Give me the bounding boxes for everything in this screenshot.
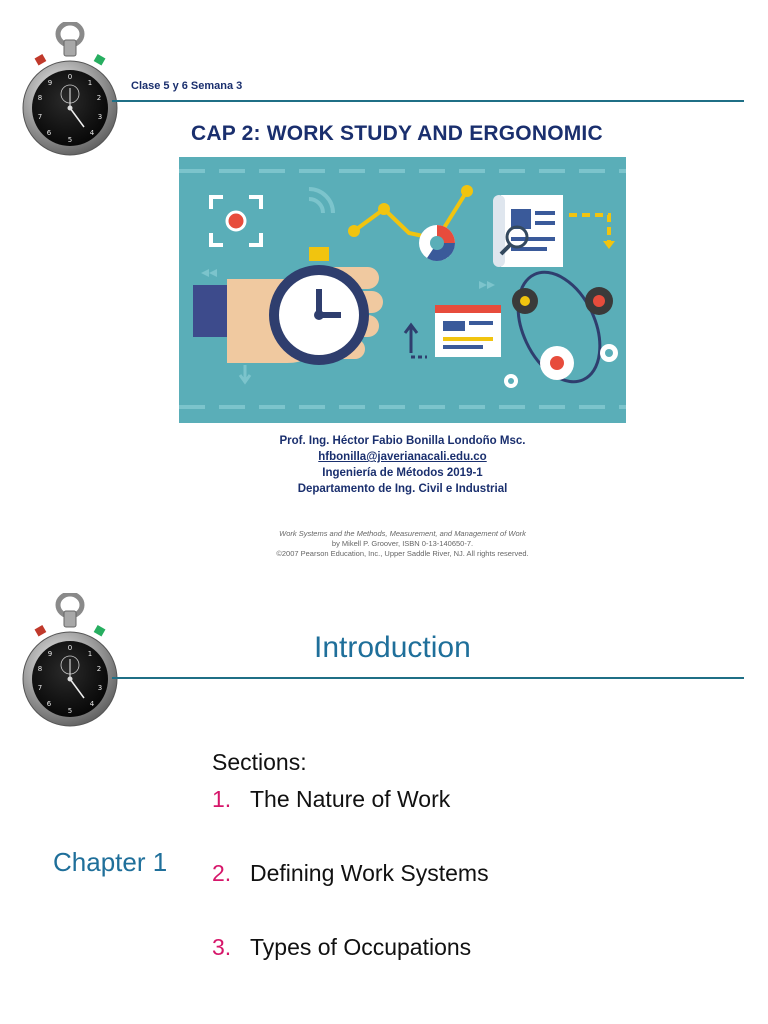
slide-title: CAP 2: WORK STUDY AND ERGONOMIC: [191, 122, 603, 145]
intro-rule: [112, 677, 744, 679]
chart-icon: [348, 185, 473, 261]
svg-text:0: 0: [67, 644, 73, 652]
sections-label: Sections:: [212, 749, 307, 775]
svg-text:2: 2: [96, 665, 102, 673]
stopwatch-icon: [22, 22, 118, 158]
list-item-number: 3.: [212, 934, 232, 960]
list-item-label: Defining Work Systems: [250, 860, 489, 886]
svg-text:5: 5: [67, 707, 73, 715]
department-name: Departamento de Ing. Civil e Industrial: [297, 483, 508, 495]
svg-text:1: 1: [87, 650, 93, 658]
svg-text:4: 4: [89, 129, 95, 137]
list-item-label: Types of Occupations: [250, 934, 472, 960]
gear-icon: [502, 259, 618, 395]
svg-text:2: 2: [96, 94, 102, 102]
hand-stopwatch-illustration: [179, 157, 626, 423]
list-item-label: The Nature of Work: [250, 786, 451, 812]
svg-text:6: 6: [46, 700, 52, 708]
list-item: [212, 786, 450, 813]
focus-target-icon: [211, 197, 261, 245]
svg-text:8: 8: [37, 665, 43, 673]
svg-text:0: 0: [67, 73, 73, 81]
course-name: Ingeniería de Métodos 2019-1: [322, 467, 483, 479]
list-item-number: 1.: [212, 786, 232, 812]
stopwatch-icon: [22, 593, 118, 729]
svg-text:4: 4: [89, 700, 95, 708]
svg-text:9: 9: [47, 650, 53, 658]
svg-text:7: 7: [37, 113, 43, 121]
chapter-label: Chapter 1: [53, 847, 168, 877]
svg-text:7: 7: [37, 684, 43, 692]
header-label: Clase 5 y 6 Semana 3: [131, 80, 243, 92]
list-item: [212, 934, 471, 961]
author-email-link[interactable]: hfbonilla@javerianacali.edu.co: [318, 451, 487, 463]
list-item: [212, 860, 489, 887]
hand-icon: [193, 247, 383, 365]
credit-title: Work Systems and the Methods, Measurement, and Management of Work: [279, 529, 526, 538]
author-name: Prof. Ing. Héctor Fabio Bonilla Londoño Msc.: [279, 435, 526, 447]
svg-text:3: 3: [97, 113, 103, 121]
list-item-number: 2.: [212, 860, 232, 886]
svg-text:5: 5: [67, 136, 73, 144]
svg-text:9: 9: [47, 79, 53, 87]
intro-title: Introduction: [314, 631, 471, 664]
author-block: [179, 433, 626, 497]
browser-window-icon: [405, 305, 518, 388]
credit-author: by Mikell P. Groover, ISBN 0-13-140650-7.: [331, 539, 474, 548]
book-credit: [179, 529, 626, 559]
svg-text:1: 1: [87, 79, 93, 87]
credit-copyright: ©2007 Pearson Education, Inc., Upper Saddle River, NJ. All rights reserved.: [276, 549, 529, 558]
document-icon: [493, 195, 615, 267]
svg-text:8: 8: [37, 94, 43, 102]
header-rule: [112, 100, 744, 102]
svg-text:6: 6: [46, 129, 52, 137]
svg-text:3: 3: [97, 684, 103, 692]
hero-illustration: [179, 157, 626, 423]
